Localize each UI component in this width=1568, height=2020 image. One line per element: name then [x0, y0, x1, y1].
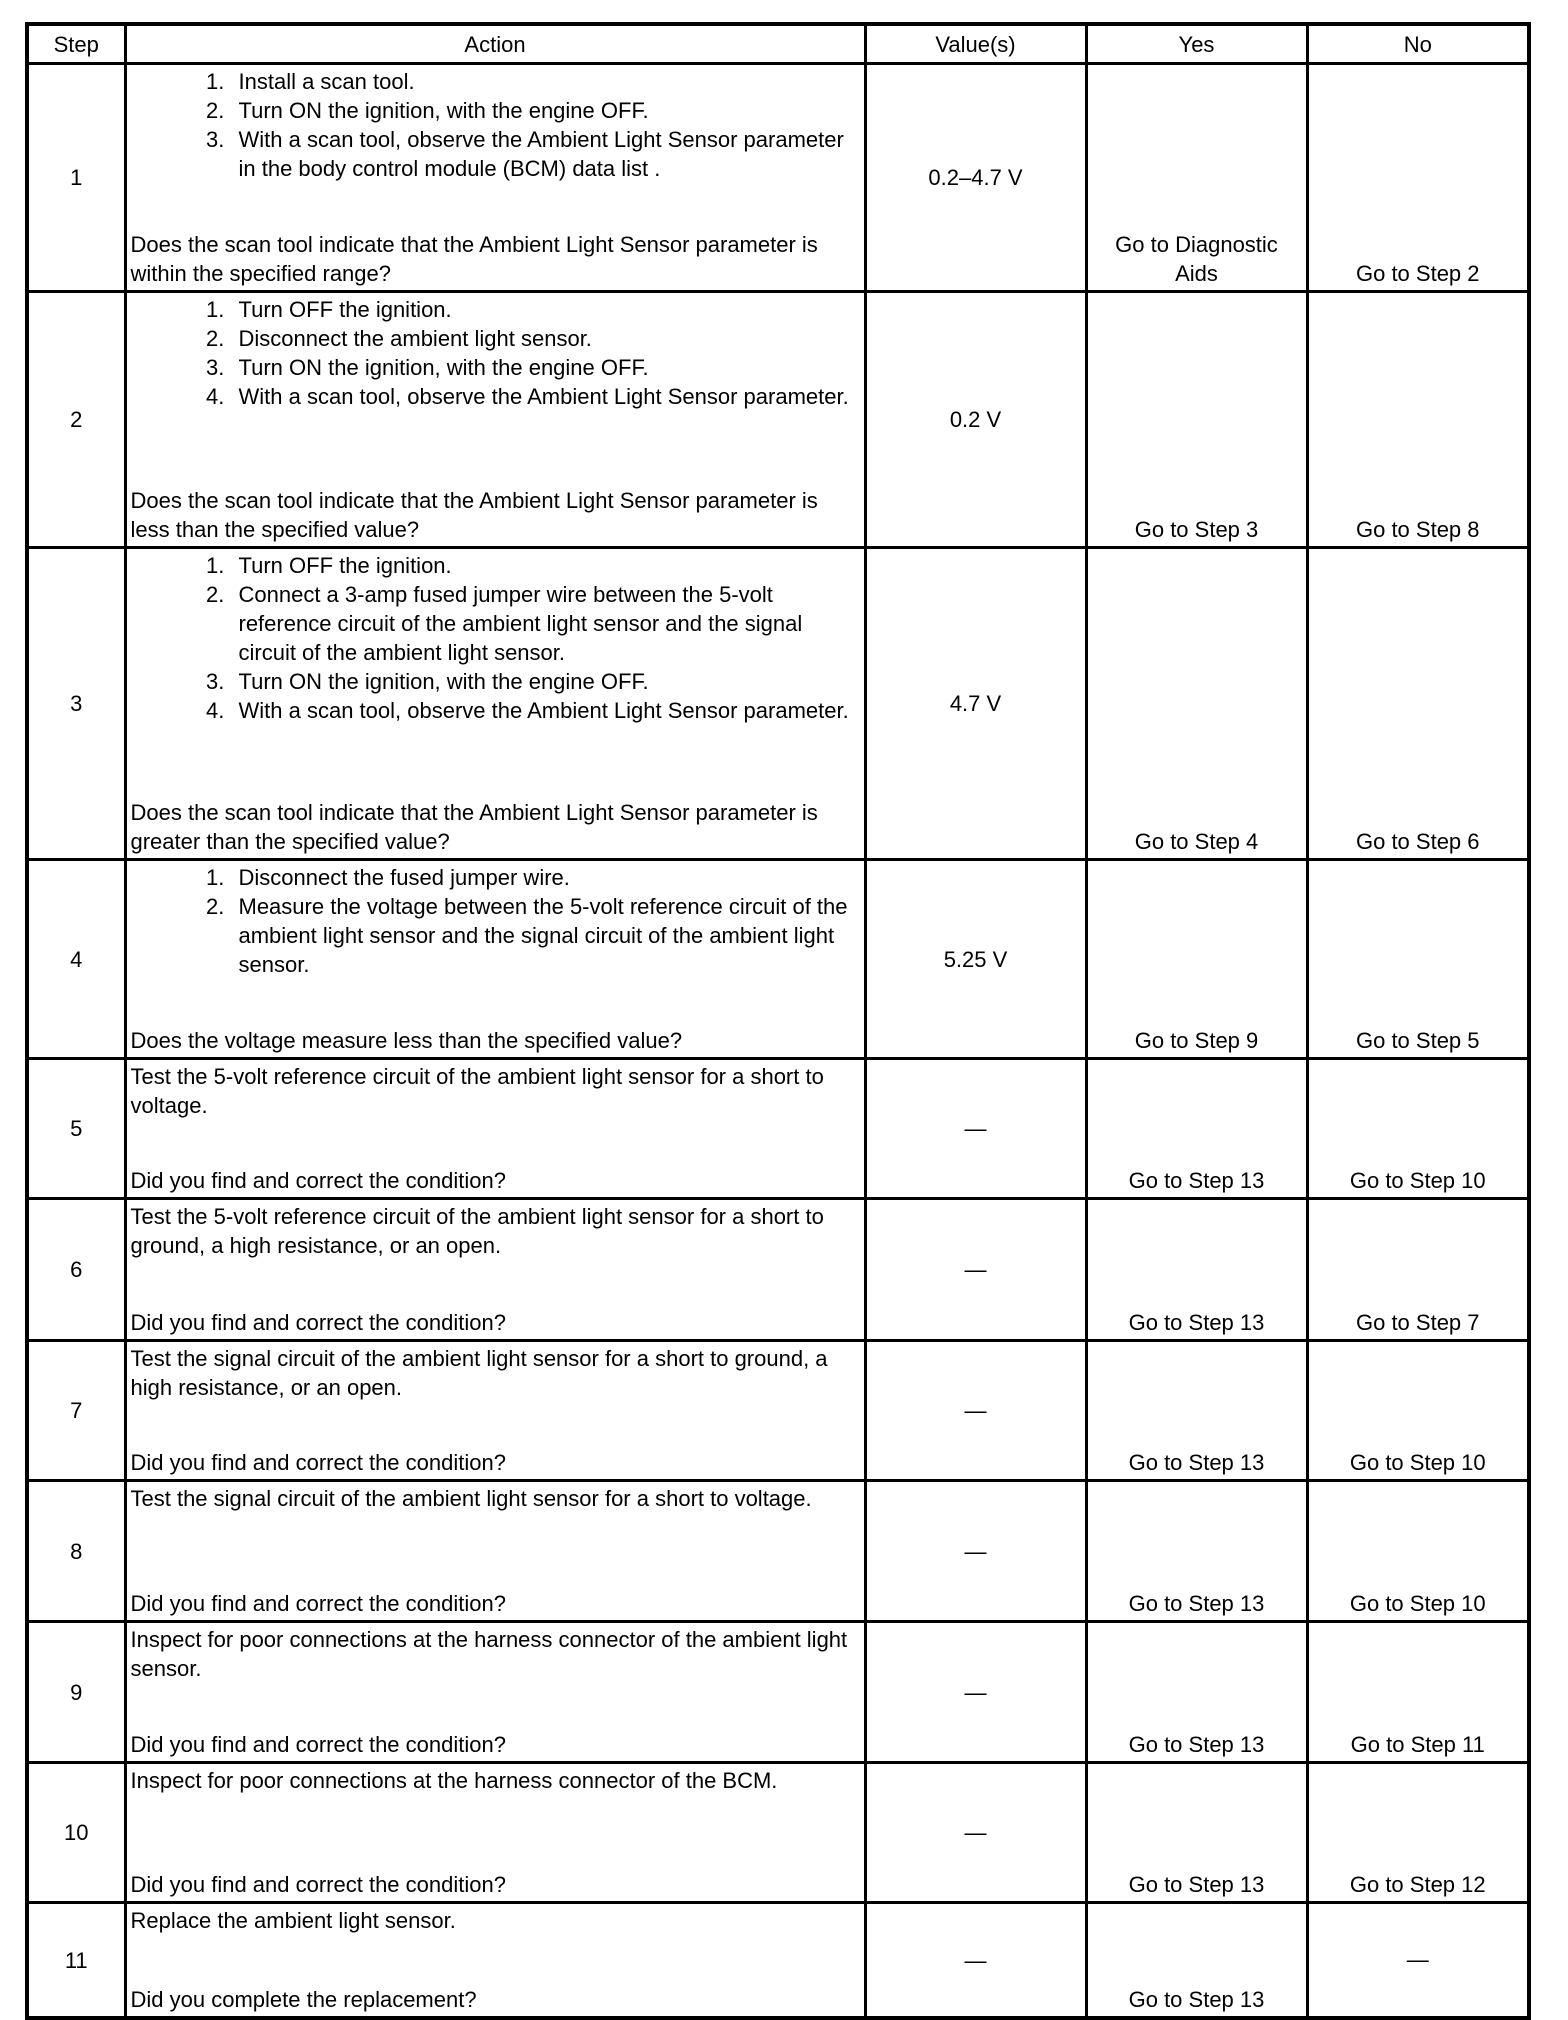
no-cell: Go to Step 10 — [1307, 1059, 1529, 1199]
step-number: 6 — [27, 1199, 125, 1341]
no-cell: Go to Step 12 — [1307, 1763, 1529, 1903]
value-cell: — — [865, 1622, 1086, 1763]
action-text: Inspect for poor connections at the harness connector of the BCM. — [130, 1768, 778, 1793]
header-no: No — [1307, 24, 1529, 64]
header-row — [27, 24, 1529, 64]
table-row — [27, 1199, 1529, 1341]
action-cell — [125, 1199, 865, 1341]
action-text: Inspect for poor connections at the harness connector of the ambient light sensor. — [130, 1627, 848, 1681]
action-text: Test the 5-volt reference circuit of the ambient light sensor for a short to ground, a high resistance, or an open. — [130, 1204, 824, 1258]
action-cell — [125, 860, 865, 1059]
action-text: Test the signal circuit of the ambient light sensor for a short to voltage. — [130, 1486, 812, 1511]
yes-cell: Go to Step 13 — [1086, 1199, 1307, 1341]
action-step: 1. Turn OFF the ignition. — [231, 295, 860, 324]
action-step: 3. With a scan tool, observe the Ambient Light Sensor parameter in the body control module (BCM) data list . — [231, 125, 860, 183]
action-cell — [125, 1059, 865, 1199]
action-question: Does the scan tool indicate that the Ambient Light Sensor parameter is less than the specified value? — [130, 488, 818, 542]
action-question: Did you find and correct the condition? — [130, 1872, 506, 1897]
yes-cell: Go to Step 13 — [1086, 1903, 1307, 2019]
value-cell: 0.2–4.7 V — [865, 64, 1086, 292]
table-row — [27, 1481, 1529, 1622]
value-cell: — — [865, 1199, 1086, 1341]
table-row — [27, 1059, 1529, 1199]
yes-cell: Go to Diagnostic Aids — [1086, 64, 1307, 292]
action-question: Does the scan tool indicate that the Ambient Light Sensor parameter is within the specified range? — [130, 232, 818, 286]
table-row — [27, 292, 1529, 548]
action-question: Does the voltage measure less than the specified value? — [130, 1028, 683, 1053]
header-step: Step — [27, 24, 125, 64]
table-row — [27, 860, 1529, 1059]
action-cell — [125, 1622, 865, 1763]
action-cell — [125, 1903, 865, 2019]
no-cell: Go to Step 7 — [1307, 1199, 1529, 1341]
action-question: Did you find and correct the condition? — [130, 1450, 506, 1475]
action-step: 3. Turn ON the ignition, with the engine OFF. — [231, 667, 860, 696]
yes-cell: Go to Step 13 — [1086, 1341, 1307, 1481]
action-steps — [131, 863, 860, 979]
yes-cell: Go to Step 13 — [1086, 1059, 1307, 1199]
action-cell — [125, 1763, 865, 1903]
action-step: 2. Disconnect the ambient light sensor. — [231, 324, 860, 353]
action-question: Did you find and correct the condition? — [130, 1168, 506, 1193]
action-question: Did you complete the replacement? — [130, 1987, 477, 2012]
action-cell — [125, 292, 865, 548]
yes-cell: Go to Step 3 — [1086, 292, 1307, 548]
no-cell: Go to Step 10 — [1307, 1481, 1529, 1622]
step-number: 3 — [27, 548, 125, 860]
step-number: 5 — [27, 1059, 125, 1199]
action-cell — [125, 548, 865, 860]
action-cell — [125, 1341, 865, 1481]
action-question: Does the scan tool indicate that the Ambient Light Sensor parameter is greater than the specified value? — [130, 800, 818, 854]
value-cell: 5.25 V — [865, 860, 1086, 1059]
action-question: Did you find and correct the condition? — [130, 1732, 506, 1757]
yes-cell: Go to Step 9 — [1086, 860, 1307, 1059]
step-number: 11 — [27, 1903, 125, 2019]
value-cell: — — [865, 1481, 1086, 1622]
table-row — [27, 1763, 1529, 1903]
value-cell: — — [865, 1903, 1086, 2019]
action-step: 2. Turn ON the ignition, with the engine OFF. — [231, 96, 860, 125]
action-cell — [125, 1481, 865, 1622]
action-text: Test the 5-volt reference circuit of the ambient light sensor for a short to voltage. — [130, 1064, 824, 1118]
action-step: 4. With a scan tool, observe the Ambient Light Sensor parameter. — [231, 696, 860, 725]
action-cell — [125, 64, 865, 292]
action-step: 4. With a scan tool, observe the Ambient Light Sensor parameter. — [231, 382, 860, 411]
value-cell: 0.2 V — [865, 292, 1086, 548]
action-steps — [131, 551, 860, 725]
action-step: 3. Turn ON the ignition, with the engine OFF. — [231, 353, 860, 382]
no-cell: Go to Step 2 — [1307, 64, 1529, 292]
action-text: Replace the ambient light sensor. — [130, 1908, 456, 1933]
table-row — [27, 64, 1529, 292]
step-number: 2 — [27, 292, 125, 548]
yes-cell: Go to Step 13 — [1086, 1481, 1307, 1622]
step-number: 8 — [27, 1481, 125, 1622]
table-row — [27, 1903, 1529, 2019]
yes-cell: Go to Step 13 — [1086, 1763, 1307, 1903]
no-cell: Go to Step 10 — [1307, 1341, 1529, 1481]
action-step: 2. Connect a 3-amp fused jumper wire between the 5-volt reference circuit of the ambient light sensor and the signal circuit of the ambient light sensor. — [231, 580, 860, 667]
value-cell: 4.7 V — [865, 548, 1086, 860]
action-step: 1. Disconnect the fused jumper wire. — [231, 863, 860, 892]
no-cell: Go to Step 11 — [1307, 1622, 1529, 1763]
action-step: 1. Install a scan tool. — [231, 67, 860, 96]
step-number: 4 — [27, 860, 125, 1059]
action-steps — [131, 295, 860, 411]
value-cell: — — [865, 1763, 1086, 1903]
yes-cell: Go to Step 4 — [1086, 548, 1307, 860]
yes-cell: Go to Step 13 — [1086, 1622, 1307, 1763]
action-text: Test the signal circuit of the ambient light sensor for a short to ground, a high resistance, or an open. — [130, 1346, 828, 1400]
table-row — [27, 1622, 1529, 1763]
action-step: 2. Measure the voltage between the 5-volt reference circuit of the ambient light sensor and the signal circuit of the ambient light sensor. — [231, 892, 860, 979]
value-cell: — — [865, 1341, 1086, 1481]
action-question: Did you find and correct the condition? — [130, 1591, 506, 1616]
step-number: 1 — [27, 64, 125, 292]
action-steps — [131, 67, 860, 183]
no-cell: Go to Step 8 — [1307, 292, 1529, 548]
no-cell: Go to Step 6 — [1307, 548, 1529, 860]
no-cell: Go to Step 5 — [1307, 860, 1529, 1059]
table-row — [27, 548, 1529, 860]
action-question: Did you find and correct the condition? — [130, 1310, 506, 1335]
step-number: 9 — [27, 1622, 125, 1763]
header-action: Action — [125, 24, 865, 64]
header-values: Value(s) — [865, 24, 1086, 64]
step-number: 10 — [27, 1763, 125, 1903]
no-cell: — — [1307, 1903, 1529, 2019]
table-row — [27, 1341, 1529, 1481]
diagnostic-table — [25, 22, 1531, 2020]
header-yes: Yes — [1086, 24, 1307, 64]
step-number: 7 — [27, 1341, 125, 1481]
action-step: 1. Turn OFF the ignition. — [231, 551, 860, 580]
value-cell: — — [865, 1059, 1086, 1199]
